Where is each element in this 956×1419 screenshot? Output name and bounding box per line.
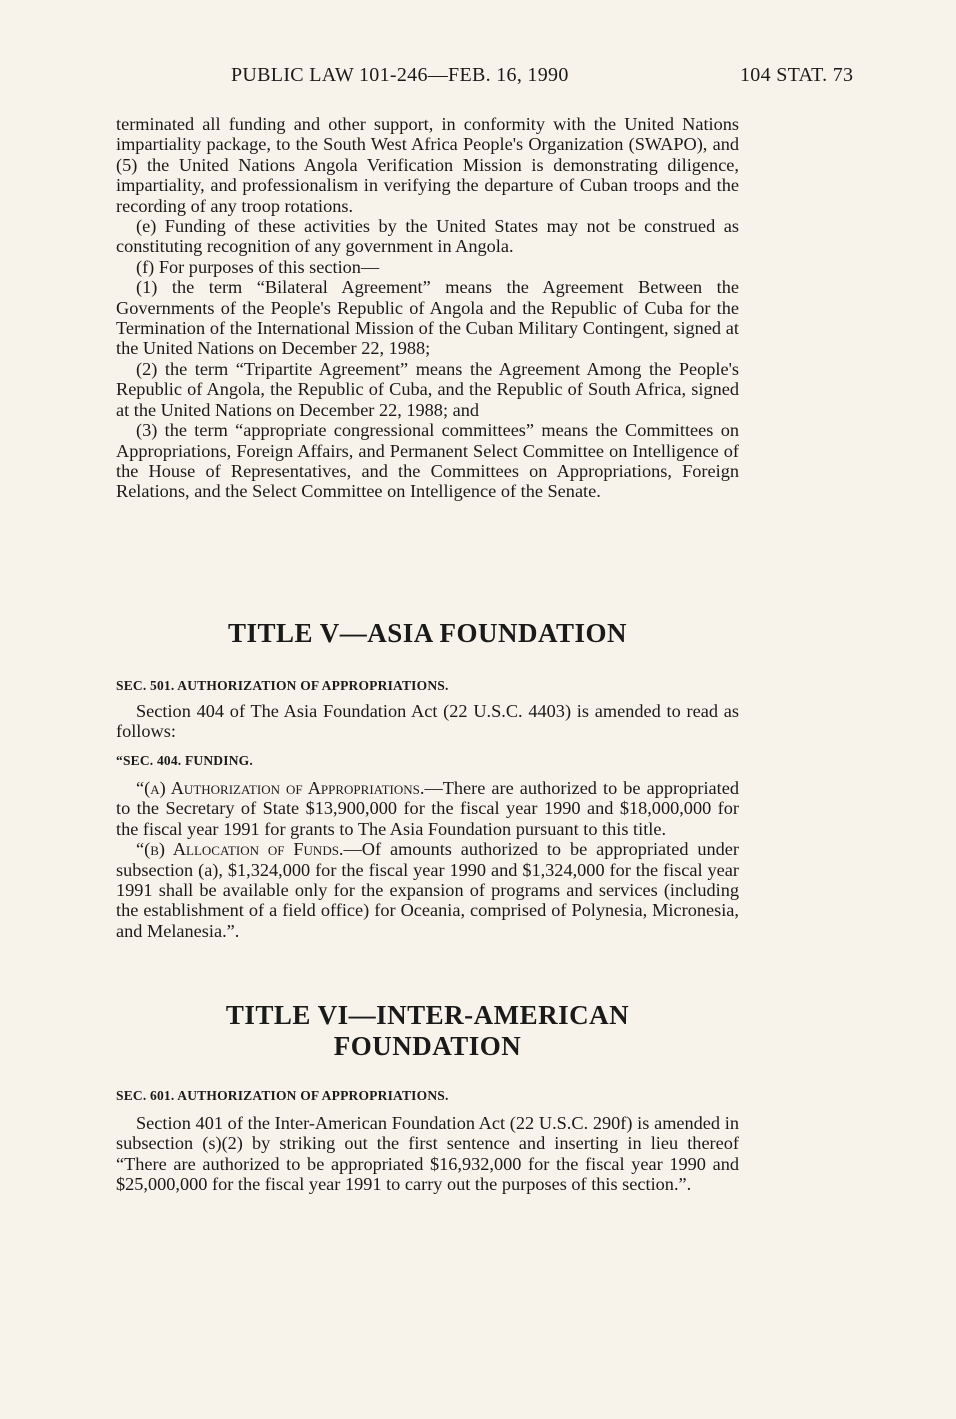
paragraph-f: (f) For purposes of this section— <box>136 256 380 277</box>
subsection-a-text: —There are authorized to be appropriated to the Secretary of State $13,900,000 for the fiscal year 1990 and $18,000,000 for the fiscal year 1991 for grants to The Asia Foundation pursuant to this title. <box>116 778 739 839</box>
sec-501-intro: Section 404 of The Asia Foundation Act (22 U.S.C. 4403) is amended to read as follows: <box>116 701 739 742</box>
subsection-b-label: “(b) Allocation of Funds. <box>136 839 344 860</box>
sec-404-heading: “SEC. 404. FUNDING. <box>116 753 253 768</box>
subsection-a-label: “(a) Authorization of Appropriations. <box>136 778 425 798</box>
title-vi-heading-line2: FOUNDATION <box>333 1031 522 1061</box>
sec-404-body <box>116 778 739 941</box>
paragraph-e: (e) Funding of these activities by the United States may not be construed as constituting recognition of any government in Angola. <box>116 216 739 257</box>
sec-601-text: Section 401 of the Inter-American Foundation Act (22 U.S.C. 290f) is amended in subsection (s)(2) by striking out the first sentence and inserting in lieu thereof “There are authorized to be appropriated $16,932,000 for the fiscal year 1990 and $25,000,000 for the fiscal year 1991 to carry out the purposes of this section.”. <box>116 1113 739 1195</box>
subsection-a <box>116 778 739 839</box>
sec-501-body <box>116 701 739 742</box>
title-vi-heading-line1: TITLE VI—INTER-AMERICAN <box>225 1000 630 1030</box>
subsection-b <box>116 839 739 941</box>
title-v-heading: TITLE V—ASIA FOUNDATION <box>227 618 628 648</box>
running-head-citation: PUBLIC LAW 101-246—FEB. 16, 1990 <box>231 64 569 86</box>
section-continuation <box>116 114 739 502</box>
paragraph-continued: terminated all funding and other support, in conformity with the United Nations impartiality package, to the South West Africa People's Organization (SWAPO), and (5) the United Nations Angola Verification Mission is demonstrating diligence, impartiality, and professionalism in verifying the departure of Cuban troops and the recording of any troop rotations. <box>116 114 739 216</box>
sec-601-heading: SEC. 601. AUTHORIZATION OF APPROPRIATIONS. <box>116 1088 449 1103</box>
sec-501-heading: SEC. 501. AUTHORIZATION OF APPROPRIATIONS. <box>116 678 449 693</box>
page-number: 104 STAT. 73 <box>740 64 854 86</box>
subsection-b-text: —Of amounts authorized to be appropriated under subsection (a), $1,324,000 for the fiscal year 1990 and $1,324,000 for the fiscal year 1991 shall be available only for the expansion of programs and services (including the establishment of a field office) for Oceania, comprised of Polynesia, Micronesia, and Melanesia.”. <box>116 839 739 941</box>
definition-bilateral-agreement: (1) the term “Bilateral Agreement” means the Agreement Between the Governments of the People's Republic of Angola and the Republic of Cuba for the Termination of the International Mission of the Cuban Military Contingent, signed at the United Nations on December 22, 1988; <box>116 277 739 359</box>
definition-tripartite-agreement: (2) the term “Tripartite Agreement” means the Agreement Among the People's Republic of Angola, the Republic of Cuba, and the Republic of South Africa, signed at the United Nations on December 22, 1988; and <box>116 358 739 420</box>
title-vi-heading <box>116 1000 739 1062</box>
sec-601-body <box>116 1113 739 1195</box>
definition-congressional-committees: (3) the term “appropriate congressional committees” means the Committees on Appropriations, Foreign Affairs, and Permanent Select Committee on Intelligence of the House of Representatives, and the Committees on Appropriations, Foreign Relations, and the Select Committee on Intelligence of the Senate. <box>116 420 739 502</box>
